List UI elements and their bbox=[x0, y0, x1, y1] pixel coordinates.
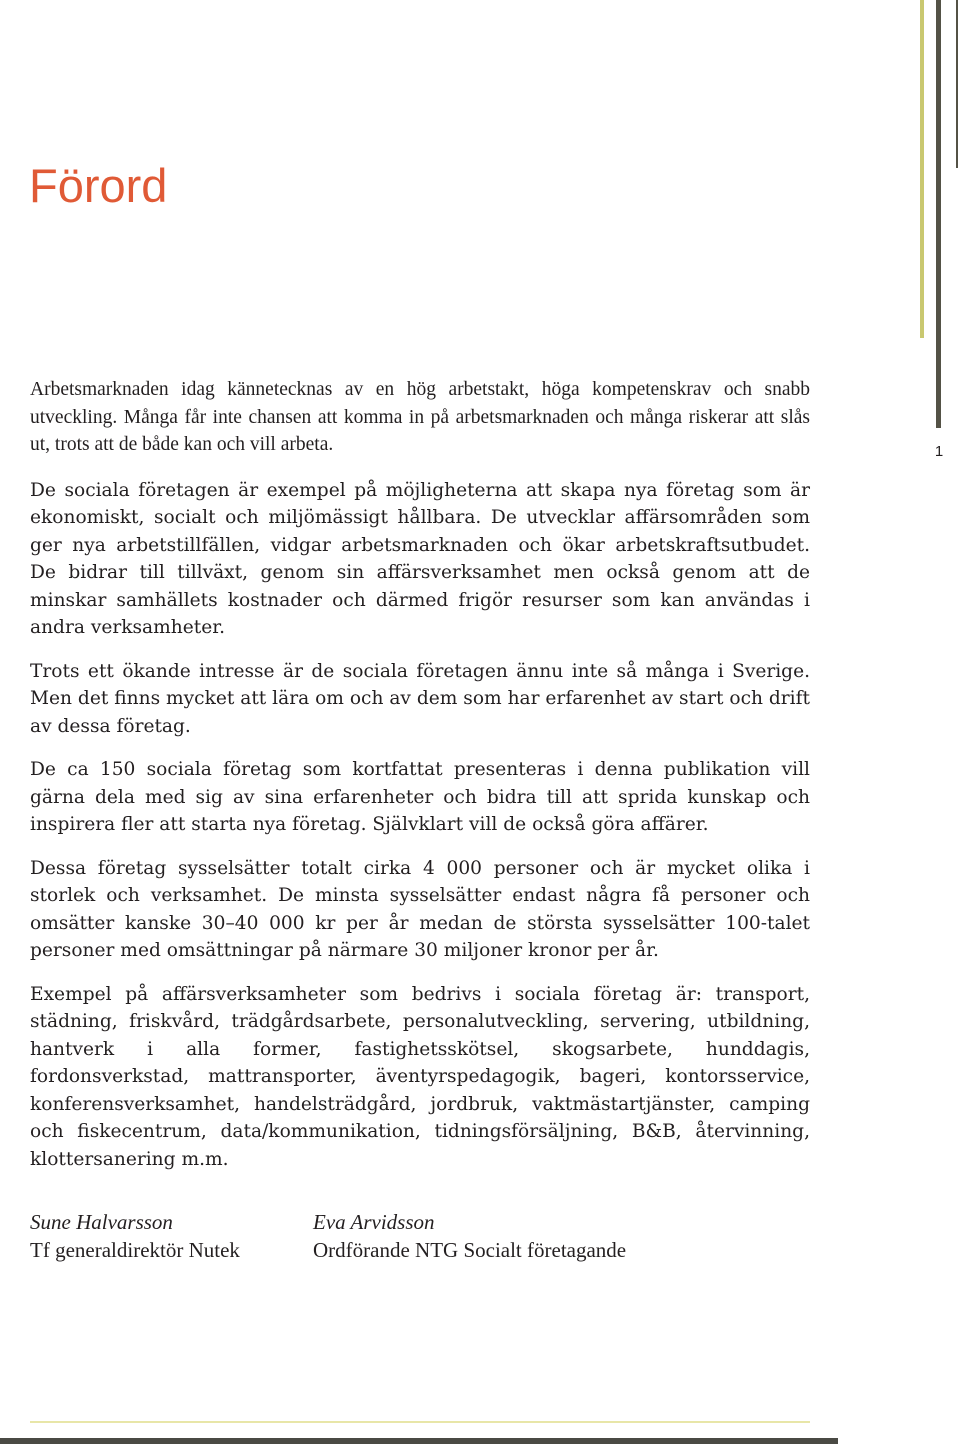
footer-dark-rule bbox=[0, 1438, 838, 1444]
paragraph-interest: Trots ett ökande intresse är de sociala företagen ännu inte så många i Sverige. Men det finns mycket att lära om och av dem som har erfarenhet av start och drift av dessa företag. bbox=[30, 660, 810, 737]
signature-name: Sune Halvarsson bbox=[30, 1210, 173, 1234]
paragraph-social-enterprises: De sociala företagen är exempel på möjligheterna att skapa nya företag som är ekonomiskt, socialt och miljömässigt hållbara. De utvecklar affärsområden som ger nya arbetstillfällen, vidgar arbetsmarknaden och ökar arbetskraftsutbudet. De bidrar till tillväxt, genom sin affärsverksamhet men också genom att de minskar samhällets kostnader och därmed frigör resurser som kan användas i andra verksamheter. bbox=[30, 479, 810, 638]
signature-role: Ordförande NTG Socialt företagande bbox=[313, 1238, 627, 1262]
decorative-thin-bar bbox=[956, 0, 958, 168]
paragraph-publication: De ca 150 sociala företag som kortfattat presenteras i denna publikation vill gärna dela med sig av sina erfarenheter och bidra till att sprida kunskap och inspirera fler att starta nya företag. Självklart vill de också göra affärer. bbox=[30, 759, 810, 835]
signature-role: Tf generaldirektör Nutek bbox=[30, 1238, 240, 1262]
page-title: Förord bbox=[29, 159, 168, 212]
paragraph-examples: Exempel på affärsverksamheter som bedrivs i sociala företag är: transport, städning, friskvård, trädgårdsarbete, personalutveckling, servering, utbildning, hantverk i alla former, fastighetsskötsel, skogsarbete, hunddagis, fordonsverkstad, mattransporter, äventyrspedagogik, bageri, kontorsservice, konferensverksamhet, handelsträdgård, jordbruk, vaktmästartjänster, camping och fiskecentrum, data/kommunikation, tidningsförsäljning, B&B, återvinning, klottersanering m.m. bbox=[30, 983, 810, 1170]
body-text bbox=[30, 376, 810, 1189]
paragraph-intro: Arbetsmarknaden idag kännetecknas av en hög arbetstakt, höga kompetenskrav och snabb utveckling. Många får inte chansen att komma in på arbetsmarknaden och många riskerar att slås ut, trots att de både kan och vill arbeta. bbox=[30, 379, 810, 455]
decorative-olive-bar bbox=[920, 0, 924, 338]
signature-left bbox=[30, 1208, 240, 1264]
paragraph-employment: Dessa företag sysselsätter totalt cirka 4 000 personer och är mycket olika i storlek och verksamhet. De minsta sysselsätter endast några få personer och omsätter kanske 30–40 000 kr per år medan de största sysselsätter 100-talet personer med omsättningar på närmare 30 miljoner kronor per år. bbox=[30, 857, 810, 961]
decorative-dark-bar bbox=[936, 0, 941, 428]
signature-right bbox=[313, 1208, 626, 1264]
page-number: 1 bbox=[934, 443, 944, 460]
signature-name: Eva Arvidsson bbox=[313, 1210, 435, 1234]
footer-olive-rule bbox=[30, 1421, 810, 1423]
